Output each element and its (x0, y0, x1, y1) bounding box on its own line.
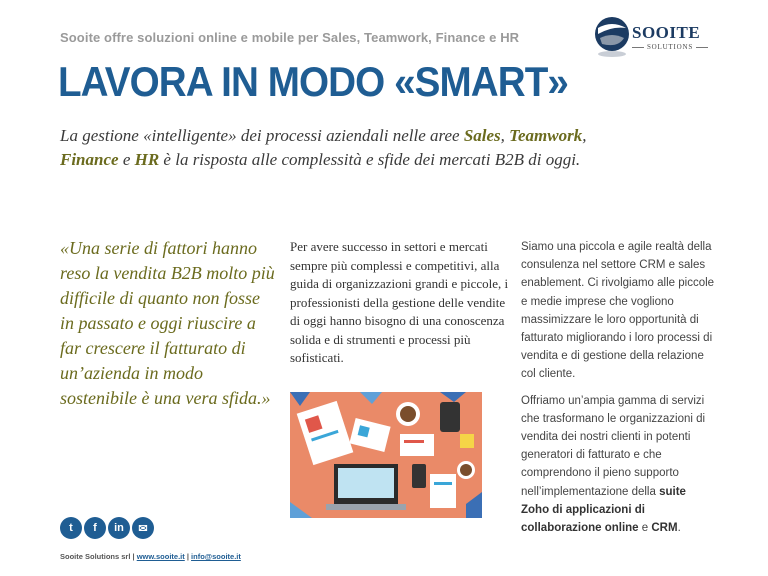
website-link[interactable]: www.sooite.it (136, 552, 185, 561)
twitter-icon[interactable]: t (60, 517, 82, 539)
social-links (60, 517, 156, 539)
right-column (521, 238, 716, 545)
logo-name: SOOITE (632, 23, 701, 42)
email-icon[interactable]: ✉ (132, 517, 154, 539)
footer: Sooite Solutions srl | www.sooite.it | info@sooite.it (60, 552, 241, 561)
facebook-icon[interactable]: f (84, 517, 106, 539)
logo-subtitle: SOLUTIONS (632, 43, 708, 51)
pull-quote: «Una serie di fattori hanno reso la vendita B2B molto più difficile di quanto non fosse in passato e oggi riuscire a far crescere il fatturato di un’azienda in modo sostenibile è una vera sfida.» (60, 238, 275, 408)
logo-globe-icon (592, 14, 632, 58)
linkedin-icon[interactable]: in (108, 517, 130, 539)
teamwork-illustration (290, 392, 482, 518)
right-paragraph-2: Offriamo un’ampia gamma di servizi che trasformano le organizzazioni di vendita dei nostri clienti in potenti generatori di fatturato e che comprendono il pieno supporto nell’implementazione della suite Zoho di applicazioni di collaborazione online e CRM. (521, 394, 706, 535)
intro-text: La gestione «intelligente» dei processi aziendali nelle aree Sales, Teamwork, Finance e HR è la risposta alle complessità e sfide dei mercati B2B di oggi. (60, 126, 587, 169)
right-paragraph-1: Siamo una piccola e agile realtà della consulenza nel settore CRM e sales enablement. Ci rivolgiamo alle piccole e medie imprese che vogliono massimizzare le loro opportunità di fatturato migliorando i loro processi di vendita e di gestione della relazione col cliente. (521, 241, 715, 381)
company-logo[interactable] (592, 14, 712, 60)
middle-column-text: Per avere successo in settori e mercati sempre più complessi e competitivi, alla guida di organizzazioni grandi e piccole, i professionisti della gestione delle vendite di oggi hanno bisogno di una conoscenza solida e di strumenti e processi più sofisticati. (290, 239, 509, 365)
tagline: Sooite offre soluzioni online e mobile per Sales, Teamwork, Finance e HR (60, 30, 520, 45)
email-link[interactable]: info@sooite.it (191, 552, 241, 561)
page-title: LAVORA IN MODO «SMART» (58, 58, 569, 105)
